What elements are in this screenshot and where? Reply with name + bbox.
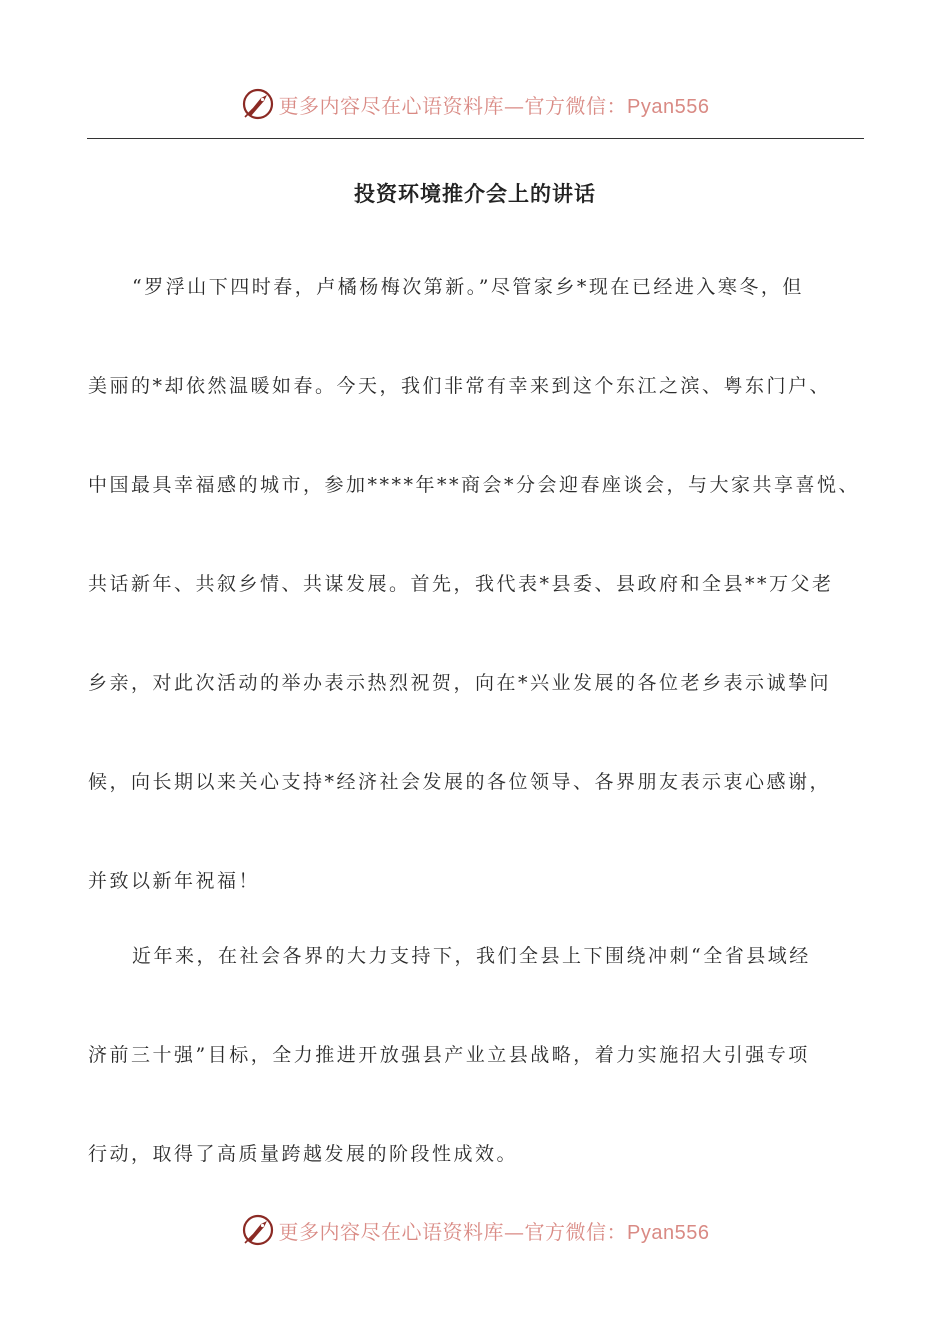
paragraph-1 [88,262,868,906]
header-divider [87,138,864,139]
text-line: 共话新年、共叙乡情、共谋发展。首先，我代表*县委、县政府和全县**万父老 [88,573,834,595]
document-title: 投资环境推介会上的讲话 [354,182,596,206]
wechat-id: Pyan556 [627,95,710,118]
text-line: 中国最具幸福感的城市，参加****年**商会*分会迎春座谈会，与大家共享喜悦、 [88,474,861,496]
banner-text [279,90,710,119]
banner-text [279,1216,710,1245]
text-line: “罗浮山下四时春，卢橘杨梅次第新。”尽管家乡*现在已经进入寒冬，但 [132,276,804,298]
text-line: 美丽的*却依然温暖如春。今天，我们非常有幸来到这个东江之滨、粤东门户、 [88,375,832,397]
paragraph-2 [88,931,868,1179]
wechat-id: Pyan556 [627,1221,710,1244]
text-line: 乡亲，对此次活动的举办表示热烈祝贺，向在*兴业发展的各位老乡表示诚挚问 [88,672,832,694]
text-line: 并致以新年祝福！ [88,870,261,892]
footer-banner [0,1210,950,1250]
document-body [88,262,868,1179]
banner-label: 更多内容尽在心语资料库—官方微信： [278,1219,628,1244]
text-line: 济前三十强”目标，全力推进开放强县产业立县战略，着力实施招大引强专项 [88,1044,810,1066]
banner-label: 更多内容尽在心语资料库—官方微信： [278,93,628,118]
header-banner [0,84,950,124]
pen-nib-logo-icon [241,1213,275,1247]
pen-nib-logo-icon [241,87,275,121]
text-line: 行动，取得了高质量跨越发展的阶段性成效。 [88,1143,519,1165]
text-line: 近年来，在社会各界的大力支持下，我们全县上下围绕冲刺“全省县域经 [132,945,811,967]
text-line: 候，向长期以来关心支持*经济社会发展的各位领导、各界朋友表示衷心感谢， [88,771,832,793]
